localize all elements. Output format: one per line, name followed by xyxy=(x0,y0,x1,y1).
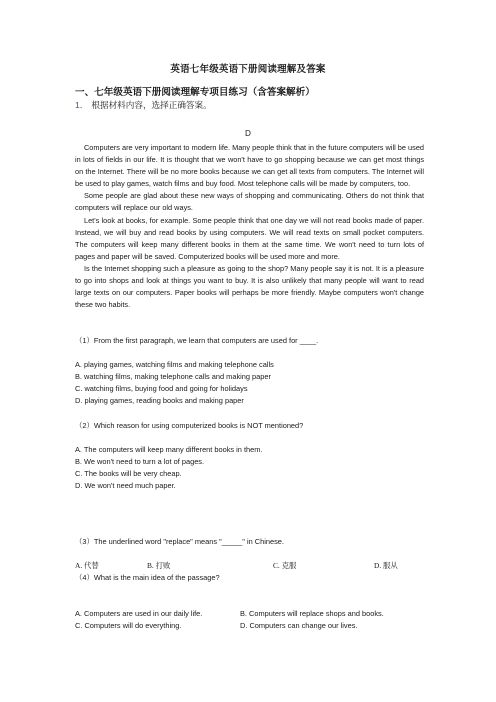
question-3-option-c: C. 克服 xyxy=(273,561,297,571)
question-1-option-a: A. playing games, watching films and making telephone calls xyxy=(75,360,274,370)
paragraph-2: Some people are glad about these new ways of shopping and communicating. Others do not think that computers will replace our old ways. xyxy=(75,191,424,213)
question-4-stem: （4）What is the main idea of the passage? xyxy=(75,573,220,583)
passage xyxy=(75,142,424,311)
question-4-option-b: B. Computers will replace shops and books. xyxy=(240,609,384,618)
question-3-stem: （3）The underlined word "replace" means "_____" in Chinese. xyxy=(75,537,284,546)
question-2 xyxy=(75,420,424,492)
question-1-option-d: D. playing games, reading books and making paper xyxy=(75,396,244,406)
question-4-option-c: C. Computers will do everything. xyxy=(75,621,182,631)
question-3-option-a: A. 代替 xyxy=(75,561,99,571)
paragraph-4: Is the Internet shopping such a pleasure as going to the shop? Many people say it is not. It is a pleasure to go into shops and look at things you want to buy. It is also unlikely that many people will want to read large texts on our computers. Paper books will perhaps be more friendly. Maybe computers won't change these two habits. xyxy=(75,263,424,310)
paragraph-3: Let's look at books, for example. Some people think that one day we will not read books made of paper. Instead, we will buy and read books by using computers. We will read texts on small pocket computers. The computers will keep many different books in them at the same time. We won't need to turn lots of pages and paper will be saved. Computerized books will be used more and more. xyxy=(75,215,424,261)
question-2-stem: （2）Which reason for using computerized books is NOT mentioned? xyxy=(75,421,304,430)
question-1-stem: （1）From the first paragraph, we learn that computers are used for ____. xyxy=(75,336,319,345)
question-4-option-d: D. Computers can change our lives. xyxy=(240,621,358,631)
question-3-option-b: B. 打败 xyxy=(147,561,171,571)
question-2-option-d: D. We won't need much paper. xyxy=(75,481,176,491)
question-4-options xyxy=(75,608,424,632)
question-number: 1． xyxy=(75,100,89,110)
section-heading: 一、七年级英语下册阅读理解专项目练习（含答案解析） xyxy=(75,87,315,98)
question-1-option-c: C. watching films, buying food and going for holidays xyxy=(75,384,248,394)
document-title: 英语七年级英语下册阅读理解及答案 xyxy=(170,64,326,75)
question-3-options xyxy=(75,560,424,572)
question-1 xyxy=(75,335,424,407)
question-3 xyxy=(75,536,424,584)
passage-label: D xyxy=(245,129,251,138)
question-2-option-a: A. The computers will keep many different books in them. xyxy=(75,445,263,455)
paragraph-1: Computers are very important to modern life. Many people think that in the future computers will be used in lots of fields in our life. It is thought that we won't have to go shopping because we can get most things on the Internet. There will be no more books because we can get all texts from computers. The Internet will be used to play games, watch films and buy food. Most telephone calls will be made by computers, too. xyxy=(75,143,424,189)
question-instruction: 根据材料内容，选择正确答案。 xyxy=(91,100,212,110)
question-intro xyxy=(75,99,212,111)
question-3-option-d: D. 服从 xyxy=(374,561,398,571)
question-1-option-b: B. watching films, making telephone calls and making paper xyxy=(75,372,271,382)
question-2-option-c: C. The books will be very cheap. xyxy=(75,469,182,479)
question-4-option-a: A. Computers are used in our daily life. xyxy=(75,609,203,618)
question-2-option-b: B. We won't need to turn a lot of pages. xyxy=(75,457,205,467)
